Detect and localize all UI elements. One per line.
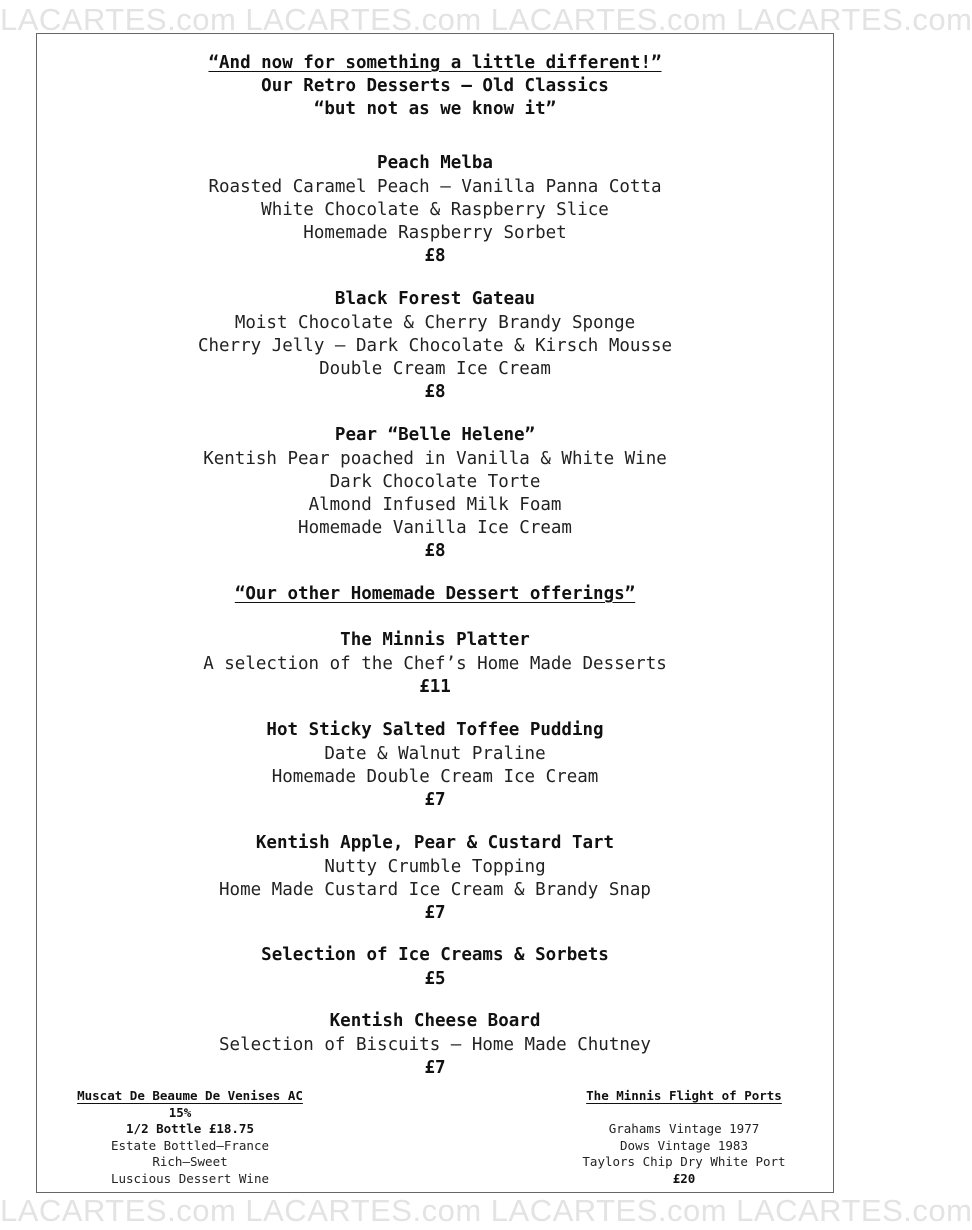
- dish-price: £8: [424, 541, 446, 561]
- wine-desc: Luscious Dessert Wine: [110, 1170, 270, 1186]
- dish-price: £7: [424, 790, 446, 810]
- dish-price: £11: [419, 677, 451, 697]
- port-item: Grahams Vintage 1977: [608, 1121, 760, 1137]
- dish-desc: Moist Chocolate & Cherry Brandy Sponge: [234, 313, 636, 333]
- dish-name: Kentish Cheese Board: [329, 1011, 541, 1031]
- wine-box-left: [50, 1088, 330, 1188]
- wine-price: 1/2 Bottle £18.75: [126, 1121, 254, 1137]
- wine-title: The Minnis Flight of Ports: [586, 1088, 782, 1103]
- dish-name: Pear “Belle Helene”: [334, 425, 536, 445]
- dish-name: Kentish Apple, Pear & Custard Tart: [255, 833, 615, 853]
- wine-price: £20: [672, 1170, 696, 1186]
- dish-name: The Minnis Platter: [340, 630, 530, 650]
- header-tagline: “And now for something a little different!”: [208, 53, 662, 73]
- dish-desc: Double Cream Ice Cream: [319, 359, 551, 379]
- watermark-top: LACARTES.com LACARTES.com LACARTES.com LACARTES.com: [0, 2, 972, 37]
- dish-price: £5: [424, 969, 446, 989]
- dish-desc: Kentish Pear poached in Vanilla & White Wine: [203, 449, 667, 469]
- dish-price: £7: [424, 1058, 446, 1078]
- dish-desc: Homemade Raspberry Sorbet: [303, 223, 567, 243]
- header-title: Our Retro Desserts – Old Classics: [261, 76, 609, 96]
- dish-name: Black Forest Gateau: [334, 289, 536, 309]
- wine-abv: 15%: [168, 1104, 192, 1120]
- port-item: Taylors Chip Dry White Port: [582, 1154, 786, 1170]
- dish-desc: Nutty Crumble Topping: [324, 857, 546, 877]
- dish-price: £8: [424, 382, 446, 402]
- dish-name: Peach Melba: [377, 153, 493, 173]
- dish-desc: Dark Chocolate Torte: [329, 472, 541, 492]
- dish-desc: White Chocolate & Raspberry Slice: [261, 200, 609, 220]
- dish-name: Selection of Ice Creams & Sorbets: [261, 945, 609, 965]
- dish-price: £7: [424, 903, 446, 923]
- dish-desc: A selection of the Chef’s Home Made Desserts: [203, 654, 667, 674]
- header-subtitle: “but not as we know it”: [313, 99, 557, 119]
- wine-desc: Estate Bottled—France: [110, 1137, 270, 1153]
- dish-desc: Roasted Caramel Peach – Vanilla Panna Cotta: [208, 177, 662, 197]
- dish-desc: Homemade Double Cream Ice Cream: [271, 767, 599, 787]
- wine-desc: Rich—Sweet: [152, 1154, 228, 1170]
- section-heading: “Our other Homemade Dessert offerings”: [234, 584, 636, 604]
- wine-title: Muscat De Beaume De Venises AC: [77, 1088, 303, 1103]
- dish-desc: Almond Infused Milk Foam: [308, 495, 562, 515]
- wine-box-right: [548, 1088, 820, 1188]
- dish-desc: Home Made Custard Ice Cream & Brandy Snap: [219, 880, 651, 900]
- dish-desc: Selection of Biscuits – Home Made Chutney: [219, 1035, 651, 1055]
- dish-desc: Date & Walnut Praline: [324, 744, 546, 764]
- dish-price: £8: [424, 246, 446, 266]
- dish-desc: Cherry Jelly – Dark Chocolate & Kirsch Mousse: [197, 336, 673, 356]
- port-item: Dows Vintage 1983: [620, 1137, 748, 1153]
- watermark-bottom: LACARTES.com LACARTES.com LACARTES.com LACARTES.com: [0, 1193, 972, 1228]
- dish-name: Hot Sticky Salted Toffee Pudding: [266, 720, 604, 740]
- dish-desc: Homemade Vanilla Ice Cream: [298, 518, 572, 538]
